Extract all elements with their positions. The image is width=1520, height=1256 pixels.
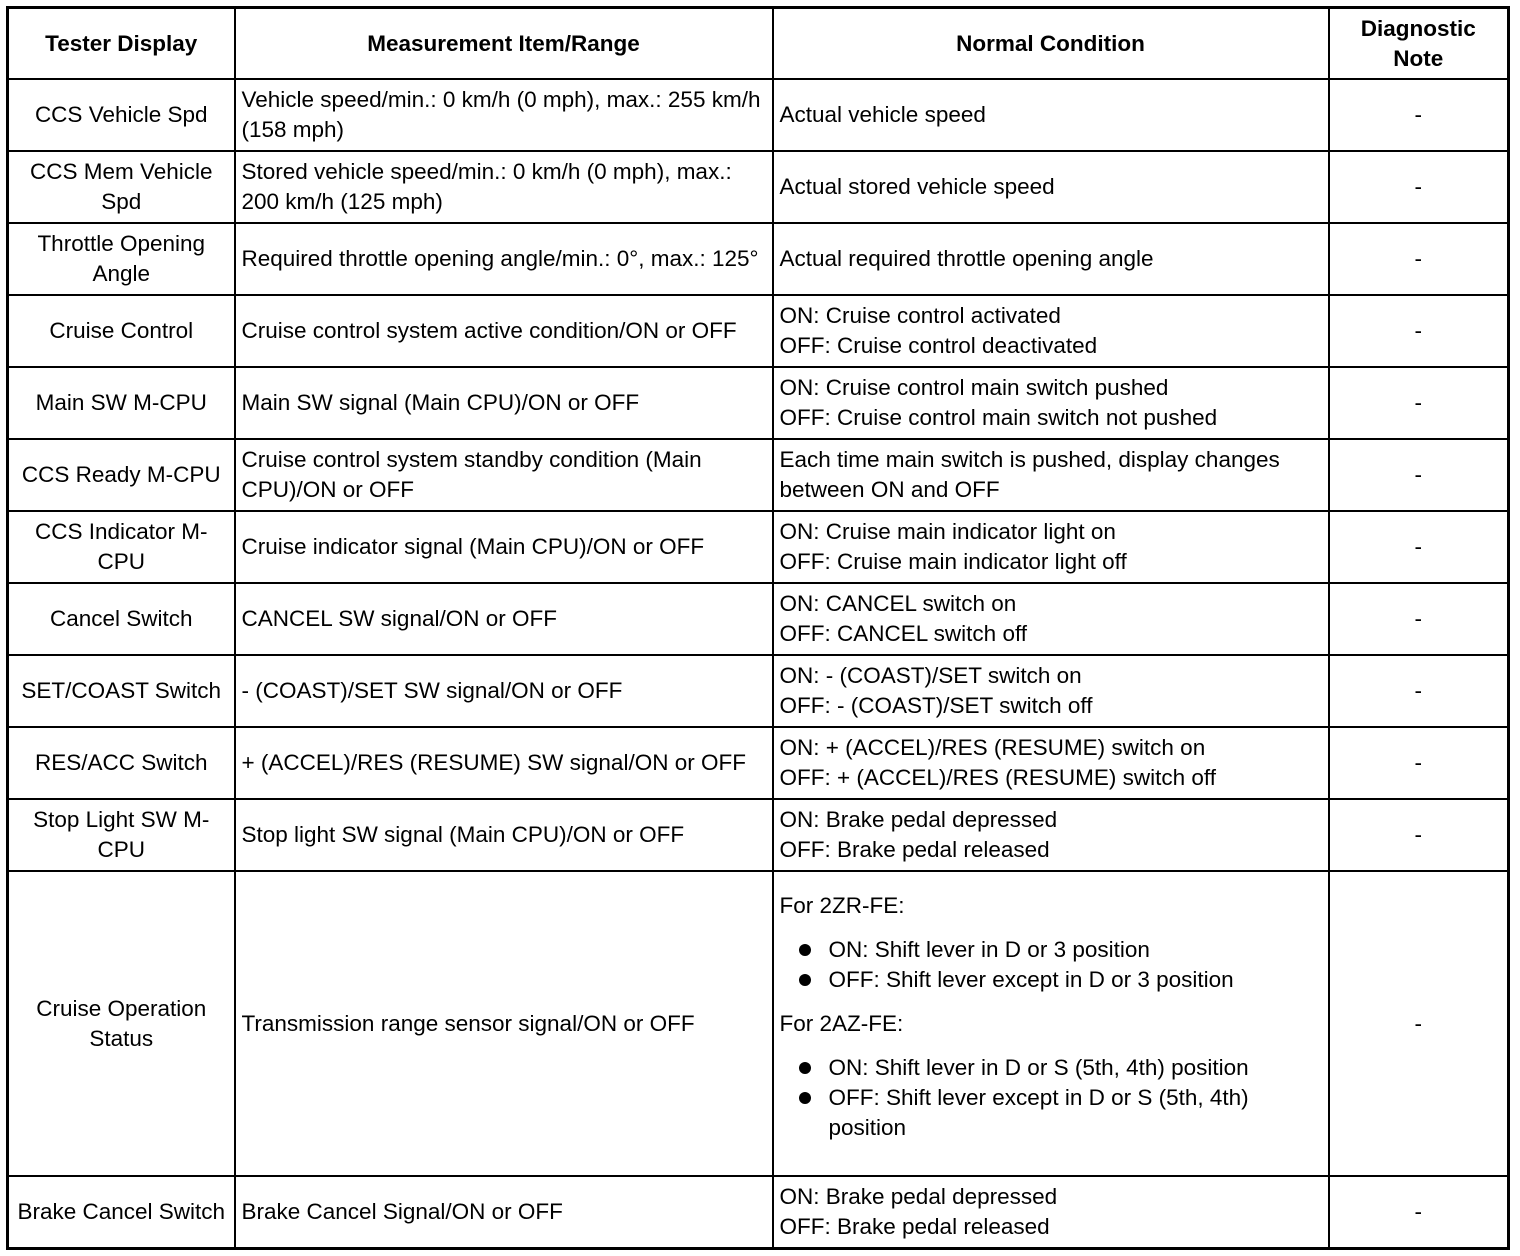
bullet-dot-icon [799, 944, 811, 956]
table-row [8, 655, 1509, 727]
measurement-cell: Transmission range sensor signal/ON or OFF [235, 871, 773, 1176]
tester-display-cell: Cancel Switch [8, 583, 235, 655]
normal-condition-line: OFF: CANCEL switch off [779, 621, 1028, 646]
normal-condition-line: OFF: Brake pedal released [779, 837, 1050, 862]
diagnostic-note-cell: - [1329, 367, 1509, 439]
diagnostic-note-cell: - [1329, 799, 1509, 871]
tester-display-cell: Stop Light SW M-CPU [8, 799, 235, 871]
normal-condition-line: ON: Cruise control main switch pushed [779, 375, 1169, 400]
measurement-cell: Required throttle opening angle/min.: 0°, max.: 125° [235, 223, 773, 295]
table-body [8, 79, 1509, 1248]
list-item-text: ON: Shift lever in D or S (5th, 4th) position [828, 1054, 1249, 1080]
table-row [8, 295, 1509, 367]
normal-condition-line: OFF: Brake pedal released [779, 1213, 1050, 1239]
table-row [8, 871, 1509, 1176]
header-normal-condition: Normal Condition [773, 8, 1329, 80]
list-item [780, 1053, 1322, 1083]
measurement-cell: Vehicle speed/min.: 0 km/h (0 mph), max.: 255 km/h (158 mph) [235, 79, 773, 151]
normal-condition-line: ON: Cruise main indicator light on [779, 519, 1116, 544]
diagnostic-note-cell: - [1329, 655, 1509, 727]
bullet-list [780, 935, 1322, 995]
tester-display-cell: Brake Cancel Switch [8, 1176, 235, 1248]
diagnostic-note-cell: - [1329, 511, 1509, 583]
measurement-cell: CANCEL SW signal/ON or OFF [235, 583, 773, 655]
list-item-text: ON: Shift lever in D or 3 position [828, 936, 1150, 962]
measurement-cell: + (ACCEL)/RES (RESUME) SW signal/ON or OFF [235, 727, 773, 799]
table-row [8, 439, 1509, 511]
header-tester-display: Tester Display [8, 8, 235, 80]
normal-condition-cell [773, 151, 1329, 223]
normal-condition-cell [773, 871, 1329, 1176]
list-item-text: OFF: Shift lever except in D or 3 position [828, 966, 1234, 992]
bullet-dot-icon [799, 1062, 811, 1074]
normal-condition-cell [773, 439, 1329, 511]
bullet-dot-icon [799, 974, 811, 986]
bullet-list [780, 1053, 1322, 1143]
normal-condition-line: OFF: + (ACCEL)/RES (RESUME) switch off [779, 765, 1217, 790]
table-row [8, 223, 1509, 295]
table-header-row [8, 8, 1509, 80]
normal-condition-cell [773, 655, 1329, 727]
normal-condition-cell [773, 799, 1329, 871]
diagnostic-data-table [6, 6, 1510, 1250]
engine-group-title: For 2ZR-FE: [779, 892, 905, 918]
list-item-text: OFF: Shift lever except in D or S (5th, 4th) position [828, 1084, 1249, 1140]
diagnostic-note-cell: - [1329, 295, 1509, 367]
measurement-cell: - (COAST)/SET SW signal/ON or OFF [235, 655, 773, 727]
diagnostic-note-cell: - [1329, 223, 1509, 295]
normal-condition-line: ON: CANCEL switch on [779, 591, 1017, 616]
table-row [8, 727, 1509, 799]
measurement-cell: Main SW signal (Main CPU)/ON or OFF [235, 367, 773, 439]
normal-condition-cell [773, 1176, 1329, 1248]
diagnostic-note-cell: - [1329, 151, 1509, 223]
normal-condition-line: ON: Cruise control activated [779, 303, 1061, 328]
diagnostic-note-cell: - [1329, 1176, 1509, 1248]
tester-display-cell: Main SW M-CPU [8, 367, 235, 439]
table-row [8, 583, 1509, 655]
normal-condition-line: Actual vehicle speed [779, 102, 986, 127]
measurement-cell: Stored vehicle speed/min.: 0 km/h (0 mph), max.: 200 km/h (125 mph) [235, 151, 773, 223]
list-item [780, 965, 1322, 995]
table-row [8, 367, 1509, 439]
tester-display-cell: RES/ACC Switch [8, 727, 235, 799]
diagnostic-note-cell: - [1329, 439, 1509, 511]
normal-condition-line: ON: Brake pedal depressed [779, 807, 1058, 832]
normal-condition-cell [773, 511, 1329, 583]
tester-display-cell: Throttle Opening Angle [8, 223, 235, 295]
normal-condition-cell [773, 727, 1329, 799]
normal-condition-cell [773, 223, 1329, 295]
list-item [780, 935, 1322, 965]
tester-display-cell: CCS Indicator M-CPU [8, 511, 235, 583]
measurement-cell: Cruise indicator signal (Main CPU)/ON or OFF [235, 511, 773, 583]
normal-condition-cell [773, 295, 1329, 367]
tester-display-cell: Cruise Control [8, 295, 235, 367]
normal-condition-cell [773, 79, 1329, 151]
header-measurement: Measurement Item/Range [235, 8, 773, 80]
diagnostic-note-cell: - [1329, 871, 1509, 1176]
measurement-cell: Stop light SW signal (Main CPU)/ON or OFF [235, 799, 773, 871]
diagnostic-note-cell: - [1329, 79, 1509, 151]
tester-display-cell: CCS Mem Vehicle Spd [8, 151, 235, 223]
normal-condition-line: OFF: Cruise main indicator light off [779, 549, 1127, 574]
measurement-cell: Brake Cancel Signal/ON or OFF [235, 1176, 773, 1248]
header-diagnostic-note: Diagnostic Note [1329, 8, 1509, 80]
normal-condition-line: OFF: Cruise control main switch not pushed [779, 405, 1218, 430]
bullet-dot-icon [799, 1092, 811, 1104]
normal-condition-line: Actual required throttle opening angle [779, 246, 1154, 271]
table-row [8, 1176, 1509, 1248]
normal-condition-cell [773, 583, 1329, 655]
normal-condition-line: ON: Brake pedal depressed [779, 1183, 1058, 1209]
normal-condition-line: ON: + (ACCEL)/RES (RESUME) switch on [779, 735, 1206, 760]
tester-display-cell: SET/COAST Switch [8, 655, 235, 727]
normal-condition-line: ON: - (COAST)/SET switch on [779, 663, 1082, 688]
engine-group-title: For 2AZ-FE: [779, 1010, 904, 1036]
diagnostic-note-cell: - [1329, 583, 1509, 655]
normal-condition-cell [773, 367, 1329, 439]
tester-display-cell: CCS Ready M-CPU [8, 439, 235, 511]
measurement-cell: Cruise control system standby condition (Main CPU)/ON or OFF [235, 439, 773, 511]
tester-display-cell: Cruise Operation Status [8, 871, 235, 1176]
normal-condition-line: Actual stored vehicle speed [779, 174, 1055, 199]
table-row [8, 511, 1509, 583]
diagnostic-note-cell: - [1329, 727, 1509, 799]
table-row [8, 799, 1509, 871]
measurement-cell: Cruise control system active condition/ON or OFF [235, 295, 773, 367]
normal-condition-line: OFF: - (COAST)/SET switch off [779, 693, 1093, 718]
table-row [8, 151, 1509, 223]
list-item [780, 1083, 1322, 1143]
normal-condition-line: OFF: Cruise control deactivated [779, 333, 1098, 358]
tester-display-cell: CCS Vehicle Spd [8, 79, 235, 151]
table-row [8, 79, 1509, 151]
normal-condition-line: Each time main switch is pushed, display changes between ON and OFF [779, 447, 1280, 502]
